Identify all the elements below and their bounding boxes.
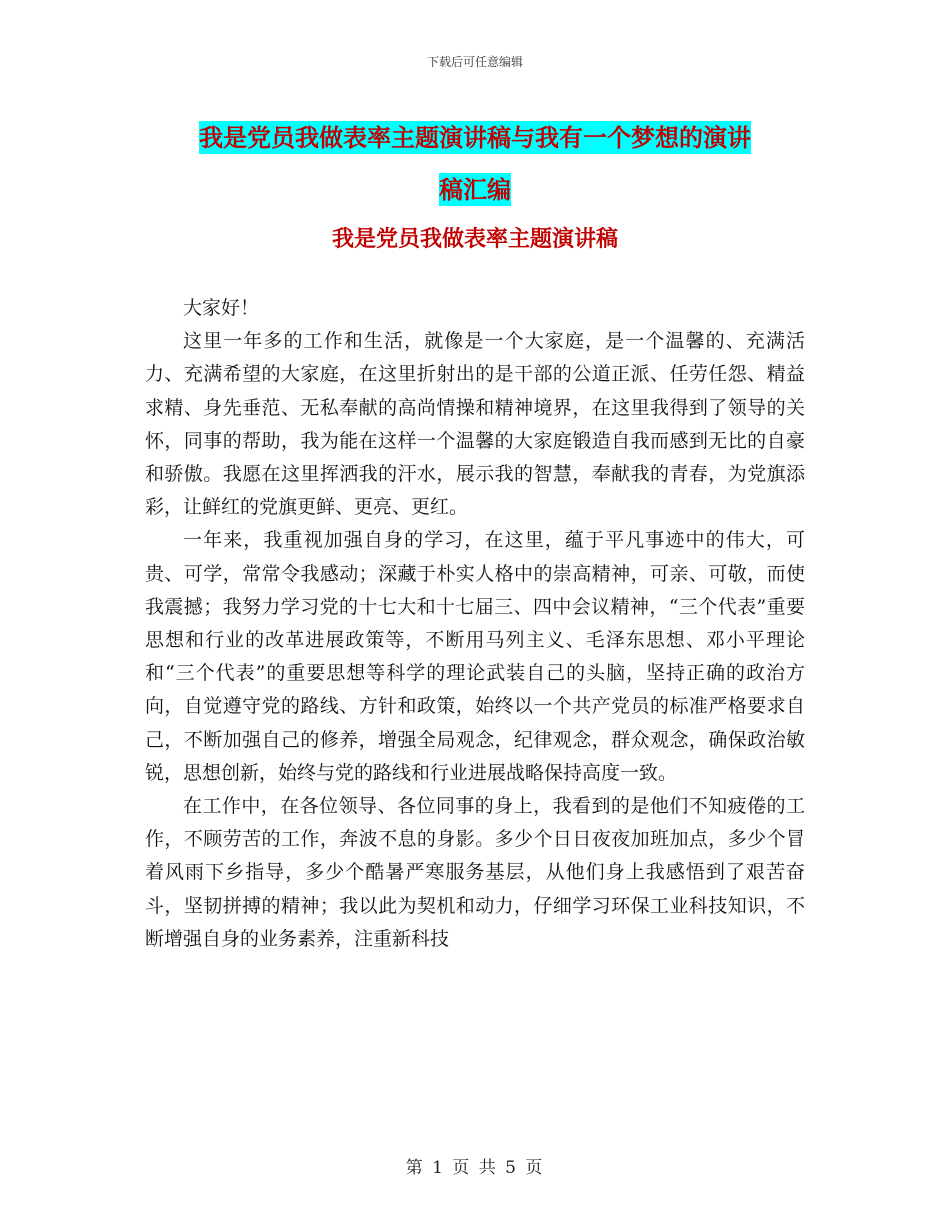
page-number-footer: 第 1 页 共 5 页 [405,1158,545,1178]
section-title: 我是党员我做表率主题演讲稿 [331,226,618,252]
document-title [0,112,950,216]
paragraph: 一年来，我重视加强自身的学习，在这里，蕴于平凡事迹中的伟大，可贵、可学，常常令我感动；深藏于朴实人格中的崇高精神，可亲、可敬，而使我震撼；我努力学习党的十七大和十七届三、四中会议精神，“三个代表”重要思想和行业的改革进展政策等，不断用马列主义、毛泽东思想、邓小平理论和“三个代表”的重要思想等科学的理论武装自己的头脑，坚持正确的政治方向，自觉遵守党的路线、方针和政策，始终以一个共产党员的标准严格要求自己，不断加强自己的修养，增强全局观念，纪律观念，群众观念，确保政治敏锐，思想创新，始终与党的路线和行业进展战略保持高度一致。 [145,529,805,784]
document-title-line-1: 我是党员我做表率主题演讲稿与我有一个梦想的演讲 [199,123,751,152]
body-text [145,292,805,956]
page-header-note: 下载后可任意编辑 [426,55,523,69]
paragraph: 这里一年多的工作和生活，就像是一个大家庭，是一个温馨的、充满活力、充满希望的大家庭，在这里折射出的是干部的公道正派、任劳任怨、精益求精、身先垂范、无私奉献的高尚情操和精神境界，在这里我得到了领导的关怀，同事的帮助，我为能在这样一个温馨的大家庭锻造自我而感到无比的自豪和骄傲。我愿在这里挥洒我的汗水，展示我的智慧，奉献我的青春，为党旗添彩，让鲜红的党旗更鲜、更亮、更红。 [145,330,805,519]
paragraph-greeting: 大家好！ [183,297,260,319]
document-title-line-2: 稿汇编 [439,175,511,204]
paragraph: 在工作中，在各位领导、各位同事的身上，我看到的是他们不知疲倦的工作，不顾劳苦的工作，奔波不息的身影。多少个日日夜夜加班加点，多少个冒着风雨下乡指导，多少个酷暑严寒服务基层，从他们身上我感悟到了艰苦奋斗，坚韧拼搏的精神；我以此为契机和动力，仔细学习环保工业科技知识，不断增强自身的业务素养，注重新科技 [145,795,805,950]
